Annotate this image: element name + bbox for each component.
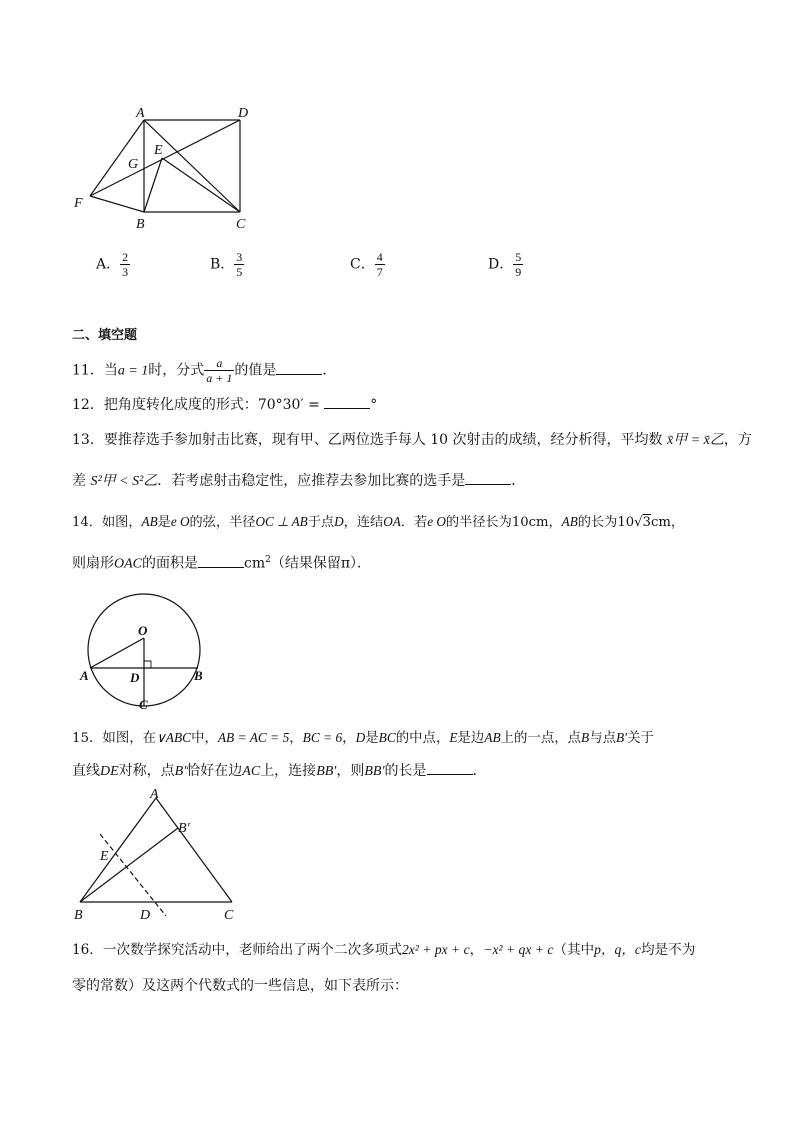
figure-q10 [70, 100, 270, 240]
side-AC [156, 798, 232, 902]
radius-OA [90, 638, 144, 668]
question-14-line1: 14．如图，AB是e O的弦，半径OC ⊥ AB于点D，连结OA．若e O的半径长为10cm，AB的长为10√3cm， [72, 514, 685, 530]
label-E: E [100, 849, 109, 864]
question-13-line2: 差 S²甲 < S²乙．若考虑射击稳定性，应推荐去参加比赛的选手是 ． [72, 470, 525, 492]
choice-a[interactable]: A． $\frac{2}{3}$ [96, 250, 129, 279]
question-12: 12．把角度转化成度的形式：70°30′ = ° [72, 394, 377, 415]
label-D: D [238, 106, 249, 121]
label-O: O [138, 623, 148, 638]
label-C: C [236, 217, 246, 232]
label-Bp: B′ [178, 821, 190, 836]
fraction: $\frac{5}{9}$ [515, 250, 522, 279]
answer-blank[interactable] [427, 760, 473, 775]
right-angle-mark [144, 661, 151, 668]
question-14-line2: 则扇形OAC的面积是 $cm^2$（结果保留π）． [72, 550, 371, 575]
answer-blank[interactable] [465, 470, 511, 485]
label-B: B [194, 668, 203, 683]
label-B: B [74, 908, 83, 923]
label-A: A [150, 787, 159, 802]
choice-d[interactable]: D． $\frac{5}{9}$ [488, 250, 522, 279]
answer-blank[interactable] [198, 553, 244, 568]
label-C: C [139, 697, 148, 712]
answer-blank[interactable] [276, 360, 322, 375]
choice-b[interactable]: B． $\frac{3}{5}$ [210, 250, 243, 279]
question-13-line1: 13．要推荐选手参加射击比赛，现有甲、乙两位选手每人 10 次射击的成绩，经分析得，平均数 x̄甲 = x̄乙，方 [72, 432, 752, 448]
fraction: $\frac{3}{5}$ [236, 250, 243, 279]
fraction: $\frac{4}{7}$ [376, 250, 383, 279]
side-AB [80, 798, 156, 902]
label-G: G [128, 157, 139, 172]
choice-c[interactable]: C． $\frac{4}{7}$ [350, 250, 383, 279]
fraction: $\frac{a}{a + 1}$ [206, 356, 233, 385]
label-C: C [224, 908, 234, 923]
edge-AC [144, 120, 240, 212]
label-F: F [74, 196, 83, 211]
question-16-line2: 零的常数）及这两个代数式的一些信息，如下表所示： [72, 978, 408, 994]
label-D: D [130, 670, 140, 685]
question-15-line2: 直线DE对称，点B′恰好在边AC上，连接BB′，则BB′的长是 ． [72, 760, 487, 782]
answer-blank[interactable] [324, 394, 370, 409]
question-15-line1: 15．如图，在∨ABC中，AB = AC = 5，BC = 6，D是BC的中点，E是边AB上的一点，点B与点B′关于 [72, 730, 654, 746]
label-A: A [136, 106, 145, 121]
line-DE [100, 834, 166, 916]
edge-FD [90, 120, 240, 196]
segment-BBp [80, 828, 178, 902]
figure-q15 [70, 786, 250, 924]
label-D: D [140, 908, 151, 923]
label-B: B [136, 217, 145, 232]
edge-EB [144, 158, 162, 212]
fraction: $\frac{2}{3}$ [122, 250, 129, 279]
figure-q14 [76, 592, 216, 716]
question-11: 11．当a = 1时，分式 $\frac{a}{a + 1}$ 的值是 ． [72, 356, 337, 385]
edge-EC [162, 158, 240, 212]
section-title: 二、填空题 [72, 328, 138, 343]
label-E: E [154, 143, 163, 158]
label-A: A [80, 668, 89, 683]
edge-FB [90, 196, 144, 212]
question-16-line1: 16．一次数学探究活动中，老师给出了两个二次多项式2x² + px + c，−x² + qx + c（其中p，q，c均是不为 [72, 942, 696, 958]
